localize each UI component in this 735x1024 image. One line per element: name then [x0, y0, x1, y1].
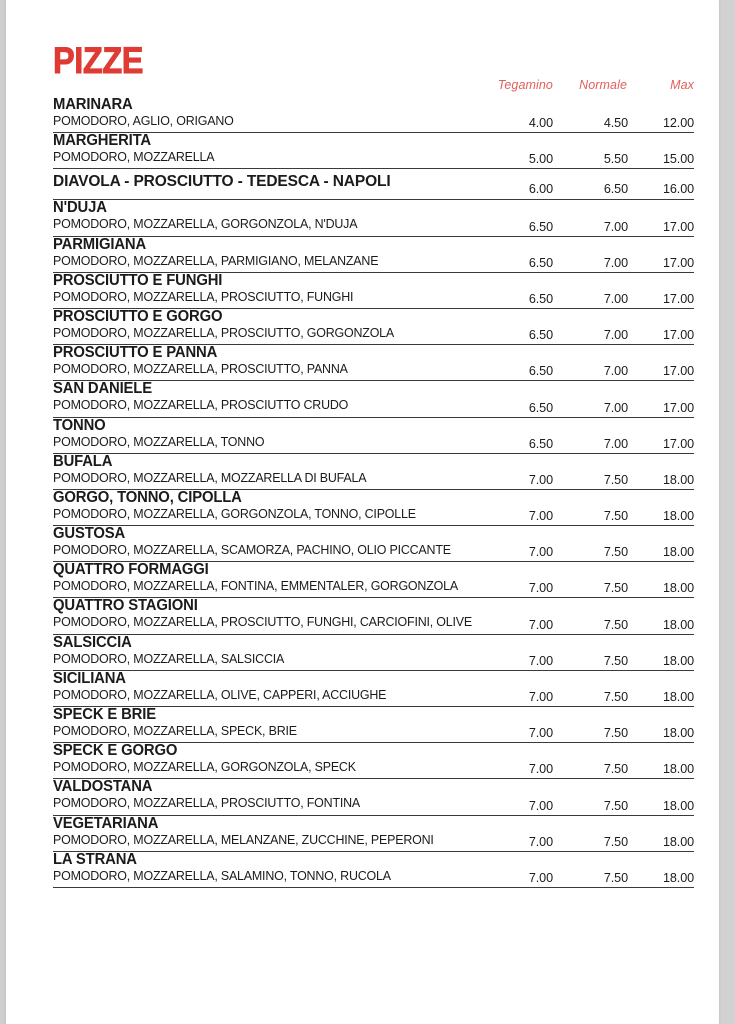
menu-item-row — [53, 779, 694, 815]
price-normale: 7.00 — [603, 328, 628, 343]
price-tegamino: 7.00 — [528, 798, 553, 813]
price-max: 18.00 — [662, 726, 694, 741]
price-normale: 7.00 — [603, 291, 628, 306]
price-max: 18.00 — [662, 870, 694, 885]
menu-item-prices — [484, 833, 694, 849]
menu-item-row — [53, 598, 694, 634]
menu-item-row — [53, 852, 694, 888]
menu-item-text — [53, 237, 544, 268]
menu-item-row — [53, 707, 694, 743]
price-max: 15.00 — [662, 152, 694, 167]
menu-item-name: N'DUJA — [53, 199, 107, 217]
menu-item-row — [53, 381, 694, 417]
menu-item-row — [53, 237, 694, 273]
menu-item-row — [53, 635, 694, 671]
menu-item-description: POMODORO, MOZZARELLA, GORGONZOLA, N'DUJA — [53, 216, 358, 232]
menu-item-row — [53, 309, 694, 345]
menu-item-description: POMODORO, MOZZARELLA, PROSCIUTTO, FUNGHI, CARCIOFINI, OLIVE — [53, 614, 472, 630]
price-max: 18.00 — [662, 762, 694, 777]
menu-item-text — [53, 707, 544, 738]
price-tegamino: 6.50 — [528, 400, 553, 415]
price-tegamino: 7.00 — [528, 545, 553, 560]
price-tegamino: 7.00 — [528, 509, 553, 524]
price-normale: 7.00 — [603, 400, 628, 415]
menu-item-text — [53, 779, 544, 810]
menu-item-prices — [484, 760, 694, 776]
menu-item-text — [53, 97, 544, 128]
price-tegamino: 7.00 — [528, 472, 553, 487]
price-normale: 7.50 — [603, 653, 628, 668]
menu-item-description: POMODORO, MOZZARELLA, PROSCIUTTO CRUDO — [53, 397, 349, 413]
menu-item-prices — [484, 507, 694, 523]
menu-item-text — [53, 852, 544, 883]
menu-item-row — [53, 816, 694, 852]
menu-item-text — [53, 381, 544, 412]
price-normale: 7.50 — [603, 798, 628, 813]
price-max: 17.00 — [662, 219, 694, 234]
menu-item-text — [53, 598, 544, 629]
menu-item-prices — [484, 652, 694, 668]
menu-item-name: QUATTRO FORMAGGI — [53, 561, 209, 579]
price-tegamino: 7.00 — [528, 653, 553, 668]
menu-item-text — [53, 273, 544, 304]
menu-item-prices — [484, 688, 694, 704]
menu-item-row — [53, 273, 694, 309]
price-max: 17.00 — [662, 400, 694, 415]
menu-item-text — [53, 309, 544, 340]
menu-item-name: VALDOSTANA — [53, 778, 153, 796]
menu-item-prices — [484, 150, 694, 166]
menu-item-description: POMODORO, AGLIO, ORIGANO — [53, 113, 234, 128]
menu-item-text — [53, 490, 544, 521]
pizze-menu — [53, 0, 694, 885]
price-normale: 7.50 — [603, 581, 628, 596]
menu-item-name: PROSCIUTTO E FUNGHI — [53, 271, 223, 289]
price-normale: 7.00 — [603, 255, 628, 270]
menu-item-row — [53, 133, 694, 169]
menu-item-row — [53, 169, 694, 200]
menu-item-row — [53, 454, 694, 490]
price-tegamino: 5.00 — [528, 152, 553, 167]
menu-item-row — [53, 526, 694, 562]
menu-item-prices — [484, 114, 694, 130]
menu-item-prices — [484, 326, 694, 342]
price-tegamino: 7.00 — [528, 870, 553, 885]
menu-header — [53, 0, 694, 81]
menu-item-text — [53, 816, 544, 847]
menu-item-row — [53, 200, 694, 236]
column-header-normale: Normale — [579, 78, 627, 92]
price-tegamino: 6.50 — [528, 364, 553, 379]
menu-item-name: LA STRANA — [53, 850, 137, 868]
price-tegamino: 7.00 — [528, 834, 553, 849]
menu-item-row — [53, 97, 694, 133]
price-max: 18.00 — [662, 545, 694, 560]
menu-item-name: MARINARA — [53, 96, 133, 113]
menu-item-text — [53, 169, 544, 193]
menu-item-text — [53, 133, 544, 164]
price-max: 18.00 — [662, 690, 694, 704]
menu-item-text — [53, 562, 544, 593]
menu-item-description: POMODORO, MOZZARELLA, SALAMINO, TONNO, RUCOLA — [53, 867, 391, 883]
price-normale: 7.50 — [603, 472, 628, 487]
menu-item-text — [53, 526, 544, 557]
price-normale: 7.50 — [603, 834, 628, 849]
menu-item-prices — [484, 290, 694, 306]
menu-item-row — [53, 345, 694, 381]
price-tegamino: 6.50 — [528, 436, 553, 451]
menu-item-prices — [484, 471, 694, 487]
price-normale: 7.50 — [603, 726, 628, 741]
menu-item-row — [53, 562, 694, 598]
menu-item-name: GUSTOSA — [53, 525, 126, 543]
menu-item-text — [53, 200, 544, 231]
menu-item-name: SAN DANIELE — [53, 380, 152, 398]
price-tegamino: 6.50 — [528, 255, 553, 270]
menu-item-name: TONNO — [53, 416, 106, 434]
price-max: 17.00 — [662, 436, 694, 451]
menu-item-name: SPECK E BRIE — [53, 706, 156, 723]
price-normale: 7.50 — [603, 870, 628, 885]
menu-item-text — [53, 418, 544, 449]
menu-item-prices — [484, 435, 694, 451]
menu-item-description: POMODORO, MOZZARELLA, PROSCIUTTO, GORGONZOLA — [53, 324, 395, 340]
price-normale: 4.50 — [603, 116, 628, 131]
price-max: 17.00 — [662, 364, 694, 379]
menu-item-prices — [484, 399, 694, 415]
menu-item-description: POMODORO, MOZZARELLA, PARMIGIANO, MELANZANE — [53, 252, 379, 268]
menu-item-row — [53, 490, 694, 526]
price-normale: 5.50 — [603, 152, 628, 167]
column-header-tegamino: Tegamino — [497, 78, 553, 92]
menu-item-text — [53, 743, 544, 774]
page-title: PIZZE — [53, 40, 144, 81]
price-tegamino: 7.00 — [528, 581, 553, 596]
price-normale: 7.00 — [603, 364, 628, 379]
menu-item-name: SPECK E GORGO — [53, 742, 178, 760]
menu-item-description: POMODORO, MOZZARELLA, PROSCIUTTO, FONTINA — [53, 795, 361, 811]
menu-item-name: PROSCIUTTO E PANNA — [53, 344, 218, 362]
menu-item-text — [53, 345, 544, 376]
menu-item-prices — [484, 797, 694, 813]
menu-item-row — [53, 743, 694, 779]
menu-item-prices — [484, 218, 694, 234]
price-max: 17.00 — [662, 291, 694, 306]
price-normale: 7.50 — [603, 690, 628, 704]
menu-item-text — [53, 454, 544, 485]
price-normale: 7.00 — [603, 219, 628, 234]
price-normale: 7.50 — [603, 762, 628, 777]
menu-item-prices — [484, 579, 694, 595]
menu-item-name: GORGO, TONNO, CIPOLLA — [53, 488, 242, 506]
menu-item-description: POMODORO, MOZZARELLA, SALSICCIA — [53, 650, 285, 666]
menu-item-description: POMODORO, MOZZARELLA, OLIVE, CAPPERI, ACCIUGHE — [53, 686, 387, 702]
price-tegamino: 6.50 — [528, 219, 553, 234]
menu-item-prices — [484, 254, 694, 270]
menu-item-prices — [484, 543, 694, 559]
price-max: 17.00 — [662, 255, 694, 270]
menu-item-text — [53, 635, 544, 666]
menu-item-name: QUATTRO STAGIONI — [53, 597, 198, 615]
price-tegamino: 6.50 — [528, 291, 553, 306]
price-max: 12.00 — [662, 116, 694, 131]
menu-item-name: VEGETARIANA — [53, 814, 159, 832]
price-normale: 7.50 — [603, 617, 628, 632]
price-tegamino: 7.00 — [528, 762, 553, 777]
menu-item-prices — [484, 724, 694, 740]
price-max: 18.00 — [662, 581, 694, 596]
price-tegamino: 7.00 — [528, 690, 553, 704]
menu-item-prices — [484, 616, 694, 632]
menu-item-description: POMODORO, MOZZARELLA — [53, 149, 215, 165]
menu-item-row — [53, 418, 694, 454]
menu-item-name: PARMIGIANA — [53, 235, 147, 253]
column-header-max: Max — [670, 78, 694, 92]
price-normale: 7.50 — [603, 509, 628, 524]
menu-item-description: POMODORO, MOZZARELLA, MOZZARELLA DI BUFALA — [53, 469, 367, 485]
menu-item-name: MARGHERITA — [53, 132, 152, 150]
menu-item-description: POMODORO, MOZZARELLA, SCAMORZA, PACHINO, OLIO PICCANTE — [53, 542, 451, 558]
price-normale: 6.50 — [603, 182, 628, 197]
price-max: 18.00 — [662, 834, 694, 849]
menu-item-description: POMODORO, MOZZARELLA, PROSCIUTTO, FUNGHI — [53, 288, 354, 304]
menu-item-description: POMODORO, MOZZARELLA, FONTINA, EMMENTALER, GORGONZOLA — [53, 578, 458, 594]
menu-item-description: POMODORO, MOZZARELLA, GORGONZOLA, SPECK — [53, 759, 356, 775]
menu-item-prices — [484, 180, 694, 196]
menu-item-description: POMODORO, MOZZARELLA, MELANZANE, ZUCCHINE, PEPERONI — [53, 831, 434, 847]
menu-item-name: SALSICCIA — [53, 633, 132, 651]
price-tegamino: 7.00 — [528, 726, 553, 741]
menu-item-prices — [484, 869, 694, 885]
menu-item-name: DIAVOLA - PROSCIUTTO - TEDESCA - NAPOLI — [53, 173, 391, 191]
menu-item-description: POMODORO, MOZZARELLA, GORGONZOLA, TONNO, CIPOLLE — [53, 505, 416, 521]
price-max: 18.00 — [662, 509, 694, 524]
price-tegamino: 7.00 — [528, 617, 553, 632]
menu-item-prices — [484, 362, 694, 378]
price-column-headers — [53, 78, 694, 94]
menu-sheet — [6, 0, 719, 1024]
menu-item-text — [53, 671, 544, 702]
price-tegamino: 4.00 — [528, 116, 553, 131]
price-tegamino: 6.00 — [528, 182, 553, 197]
menu-item-name: SICILIANA — [53, 669, 126, 687]
price-tegamino: 6.50 — [528, 328, 553, 343]
price-normale: 7.00 — [603, 436, 628, 451]
price-max: 18.00 — [662, 653, 694, 668]
price-max: 16.00 — [662, 182, 694, 197]
price-max: 18.00 — [662, 472, 694, 487]
menu-item-description: POMODORO, MOZZARELLA, TONNO — [53, 433, 265, 449]
menu-item-description: POMODORO, MOZZARELLA, SPECK, BRIE — [53, 723, 297, 738]
menu-item-name: PROSCIUTTO E GORGO — [53, 307, 223, 325]
menu-item-description: POMODORO, MOZZARELLA, PROSCIUTTO, PANNA — [53, 361, 348, 377]
price-max: 17.00 — [662, 328, 694, 343]
price-normale: 7.50 — [603, 545, 628, 560]
menu-item-list — [53, 97, 694, 888]
price-max: 18.00 — [662, 617, 694, 632]
menu-item-row — [53, 671, 694, 707]
price-max: 18.00 — [662, 798, 694, 813]
menu-item-name: BUFALA — [53, 452, 113, 470]
